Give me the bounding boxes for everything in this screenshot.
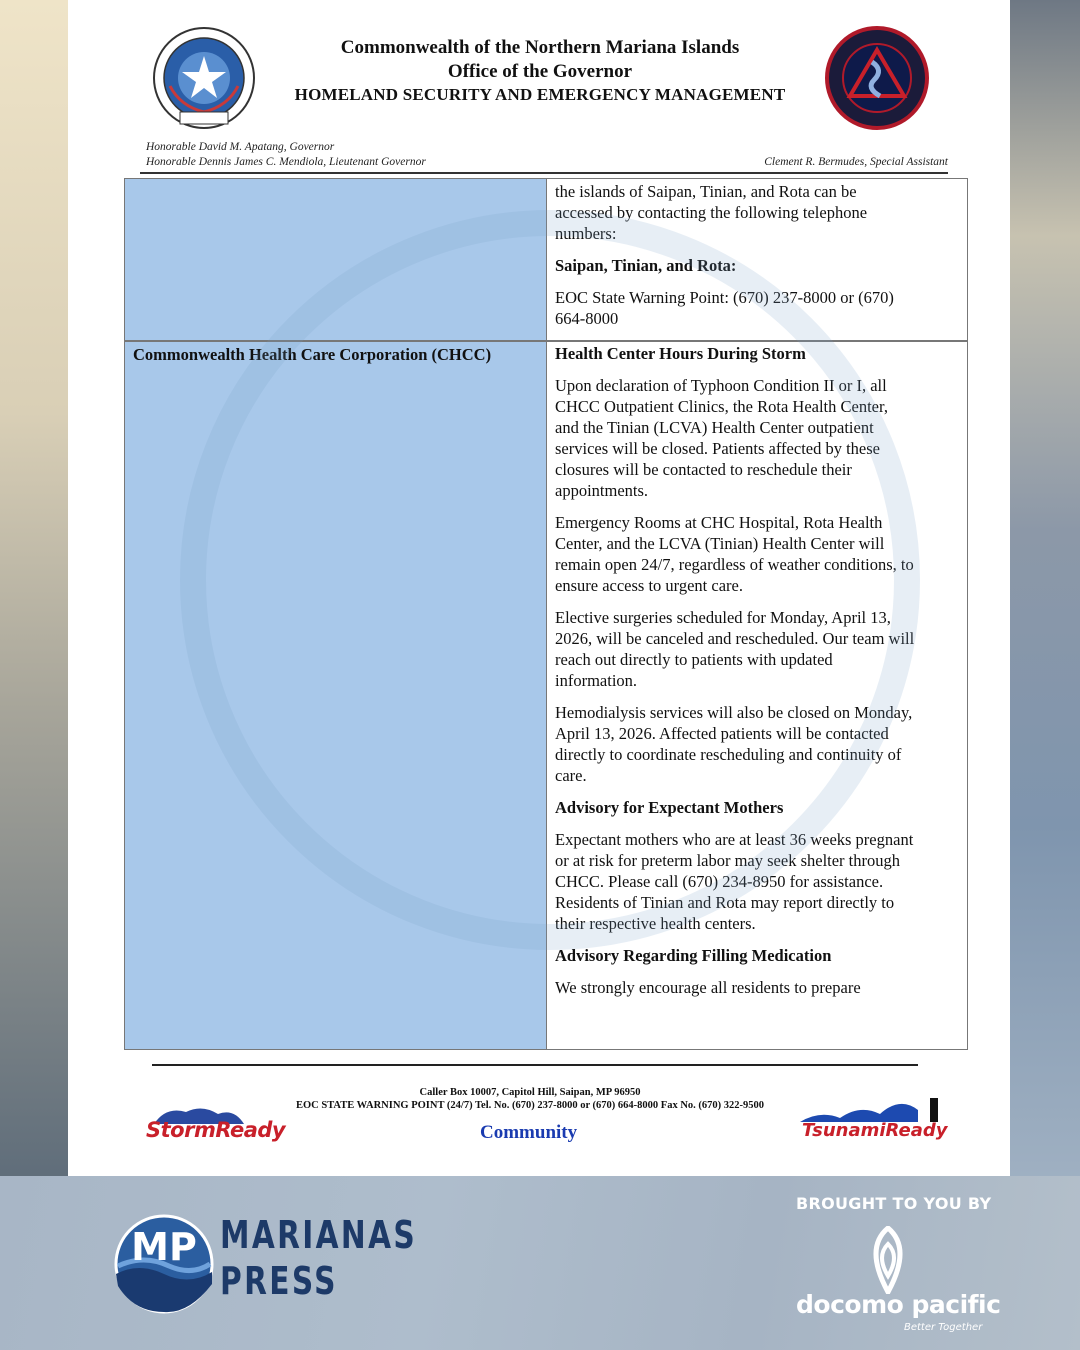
- lt-governor-name: Honorable Dennis James C. Mendiola, Lieutenant Governor: [146, 156, 426, 168]
- docomo-leaf-icon: [862, 1226, 914, 1294]
- paragraph: We strongly encourage all residents to prepare: [555, 978, 861, 997]
- community-label: Community: [480, 1122, 578, 1143]
- telephone-heading: Saipan, Tinian, and Rota:: [555, 256, 737, 275]
- cnmi-official-seal-icon: [150, 26, 258, 130]
- section-heading: Advisory for Expectant Mothers: [555, 798, 784, 817]
- marianas-press-wordmark: [220, 1212, 417, 1304]
- special-assistant-name: Clement R. Bermudes, Special Assistant: [764, 156, 948, 168]
- mp-line1: MARIANAS: [220, 1213, 418, 1257]
- governor-name: Honorable David M. Apatang, Governor: [146, 141, 335, 153]
- table-row-divider: [125, 340, 967, 342]
- brought-to-you-by: BROUGHT TO YOU BY: [796, 1194, 992, 1213]
- officials-block: [146, 140, 426, 170]
- docomo-tagline: Better Together: [904, 1322, 983, 1333]
- organization-name: Commonwealth Health Care Corporation (CHCC): [133, 345, 492, 364]
- footer-rule: [152, 1064, 918, 1066]
- footer-address: [200, 1086, 860, 1112]
- mp-line2: PRESS: [220, 1259, 338, 1303]
- letterhead: [270, 36, 810, 106]
- paragraph: Emergency Rooms at CHC Hospital, Rota Health Center, and the LCVA (Tinian) Health Center will remain open 24/7, regardless of weather conditions, to ensure access to urgent care.: [555, 513, 914, 595]
- paragraph: Upon declaration of Typhoon Condition II or I, all CHCC Outpatient Clinics, the Rota Health Center, and the Tinian (LCVA) Health Center outpatient services will be closed. Patients affected by these closures will be contacted to reschedule their appointments.: [555, 376, 888, 500]
- docomo-pacific-wordmark: docomo pacific: [796, 1290, 1001, 1319]
- telephone-intro: the islands of Saipan, Tinian, and Rota can be accessed by contacting the following telephone numbers:: [555, 182, 868, 243]
- letterhead-line3: HOMELAND SECURITY AND EMERGENCY MANAGEMENT: [294, 85, 786, 104]
- table-row-chcc: [555, 343, 915, 1009]
- table-left-column: [125, 179, 547, 1049]
- footer-contact-line: EOC STATE WARNING POINT (24/7) Tel. No. (670) 237-8000 or (670) 664-8000 Fax No. (670) 322-9500: [295, 1100, 765, 1111]
- paragraph: Expectant mothers who are at least 36 weeks pregnant or at risk for preterm labor may seek shelter through CHCC. Please call (670) 234-8950 for assistance. Residents of Tinian and Rota may report directly to their respective health centers.: [555, 830, 914, 933]
- header-rule: [140, 172, 948, 174]
- paragraph: Hemodialysis services will also be closed on Monday, April 13, 2026. Affected patients will be contacted directly to coordinate rescheduling and continuity of care.: [555, 703, 913, 785]
- telephone-numbers: EOC State Warning Point: (670) 237-8000 or (670) 664-8000: [555, 288, 894, 328]
- tsunamiready-logo: [800, 1094, 948, 1144]
- mp-initials: MP: [131, 1225, 197, 1269]
- letterhead-line2: Office of the Governor: [447, 61, 633, 82]
- background-left: [0, 0, 68, 1180]
- info-table: [124, 178, 968, 1050]
- section-heading: Health Center Hours During Storm: [555, 344, 806, 363]
- table-row-telephone: [555, 181, 915, 340]
- marianas-press-logo-icon: [114, 1214, 214, 1314]
- paragraph: Elective surgeries scheduled for Monday, April 13, 2026, will be canceled and rescheduled. Our team will reach out directly to patients with updated information.: [555, 608, 915, 690]
- background-right: [1010, 0, 1080, 1180]
- stormready-logo: [146, 1104, 296, 1144]
- stormready-text: StormReady: [146, 1118, 286, 1142]
- tsunamiready-text: TsunamiReady: [802, 1120, 948, 1141]
- homeland-security-seal-icon: [822, 26, 932, 130]
- footer-address-line: Caller Box 10007, Capitol Hill, Saipan, MP 96950: [419, 1087, 641, 1098]
- section-heading: Advisory Regarding Filling Medication: [555, 946, 832, 965]
- letterhead-line1: Commonwealth of the Northern Mariana Islands: [340, 37, 740, 58]
